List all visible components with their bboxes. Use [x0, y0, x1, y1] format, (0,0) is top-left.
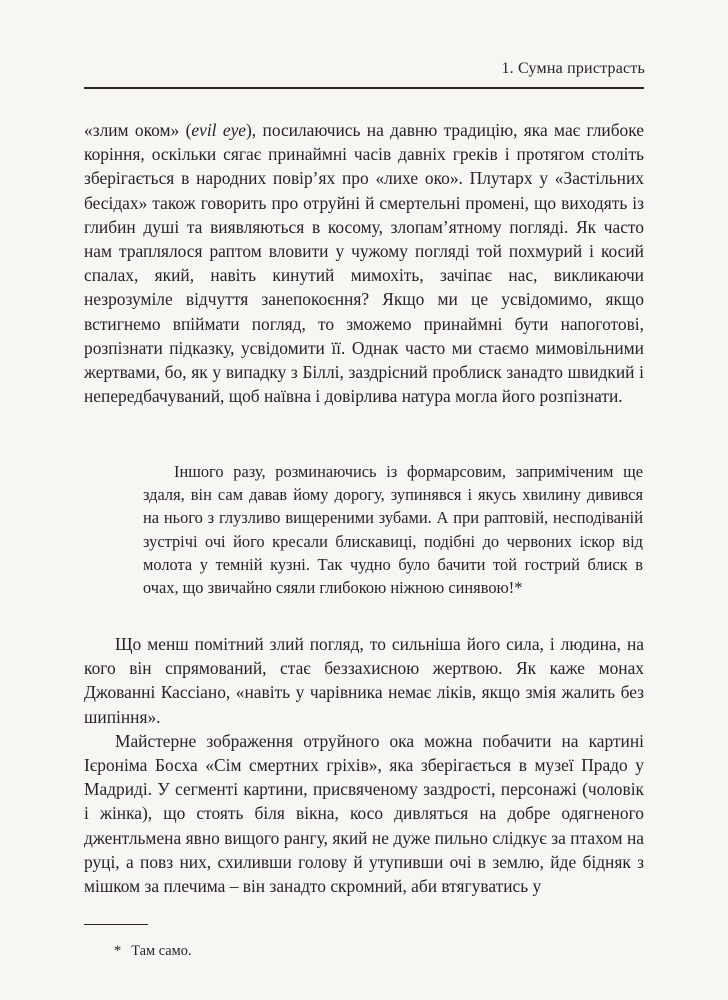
footnote-mark: * [114, 943, 122, 959]
footnote-text: Там само. [131, 943, 192, 959]
paragraph-2: Що менш помітний злий погляд, то сильніша його сила, і людина, на кого він спрямований, стає беззахисною жертвою. Як каже монах Джованні Кассіано, «навіть у чарівника немає ліків, якщо змія жалить без шипіння». [84, 634, 644, 727]
paragraph-1-italic-term: evil eye [191, 120, 247, 140]
header-rule [84, 87, 644, 89]
block-quote-text: Іншого разу, розминаючись із формарсовим, заприміченим ще здаля, він сам давав йому дорогу, зупинявся і якусь хвилину дивився на нього з глузливо вищереними зубами. А при раптовій, несподіваній зустрічі очі його кресали блискавиці, подібні до червоних іскор від молота у темній кузні. Так чудно було бачити той гострий блиск в очах, що звичайно сяяли глибокою ніжною синявою!* [143, 462, 643, 598]
footnote-rule [84, 924, 148, 925]
paragraph-3: Майстерне зображення отруйного ока можна побачити на картині Ієроніма Босха «Сім смертних гріхів», яка зберігається в музеї Прадо у Мадриді. У сегменті картини, присвяченому заздрості, персонажі (чоловік і жінка), що стоять біля вікна, косо дивляться на добре одягненого джентльмена явно вищого рангу, який не дуже пильно слідкує за птахом на руці, а повз них, схиливши голову й утупивши очі в землю, йде бідняк з мішком за плечима – він занадто скромний, аби втягуватись у [84, 730, 644, 897]
running-title: 1. Сумна пристрасть [501, 60, 645, 77]
paragraph-1-text-b: ), посилаючись на давню традицію, яка має глибоке коріння, оскільки сягає принаймні часів давніх греків і протягом століть зберігається в народних повір’ях про «лихе око». Плутарх у «Застільних бесідах» також говорить про отруйні й смертельні промені, що виходять із глибин душі та виявляються в косому, злопам’ятному погляді. Як часто нам траплялося раптом вловити у чужому погляді той похмурий і косий спалах, який, навіть кинутий мимохіть, зачіпає нас, викликаючи незрозуміле відчуття занепокоєння? Якщо ми це усвідомимо, якщо встигнемо впіймати погляд, то зможемо принаймні бути напоготові, розпізнати підказку, усвідомити її. Однак часто ми стаємо мимовільними жертвами, бо, як у випадку з Біллі, заздрісний проблиск занадто швидкий і непередбачуваний, щоб наївна і довірлива натура могла його розпізнати. [84, 120, 644, 407]
main-text-continued [84, 632, 644, 898]
paragraph-1-text-a: «злим оком» ( [84, 120, 192, 140]
block-quote [143, 460, 643, 599]
footnote [114, 941, 192, 961]
paragraph-1 [84, 118, 644, 408]
